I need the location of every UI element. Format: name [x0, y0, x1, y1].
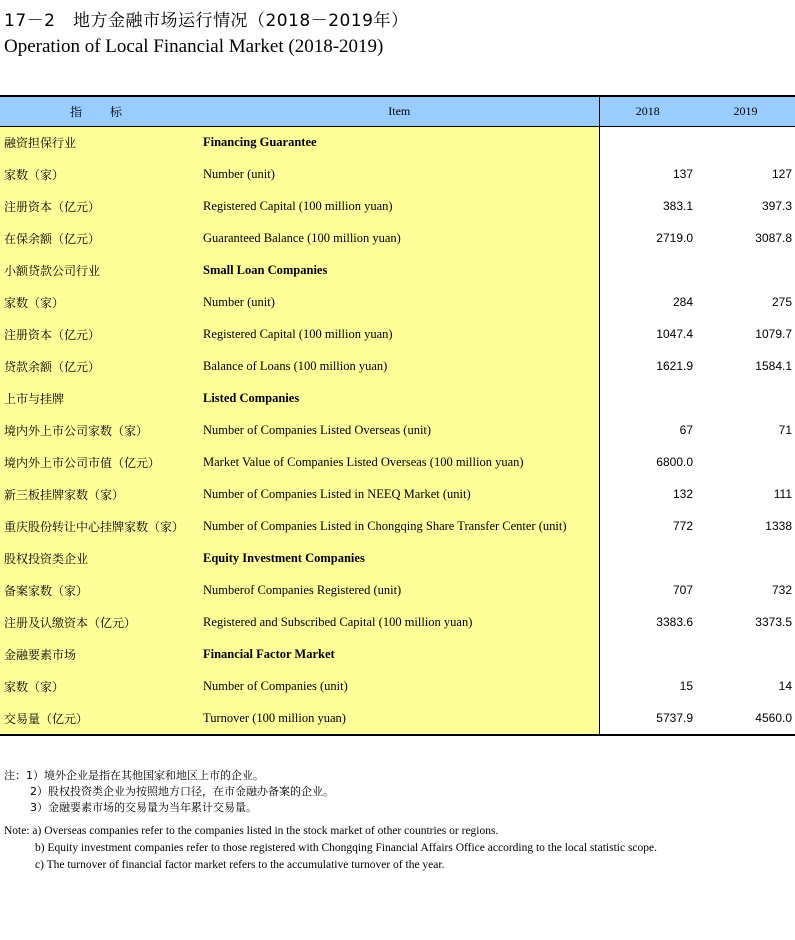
note-en-c: c) The turnover of financial factor market refers to the accumulative turnover of the year. [35, 859, 445, 871]
row-label-en: Number of Companies Listed in Chongqing Share Transfer Center (unit) [200, 510, 599, 542]
value-2018: 2719.0 [599, 222, 696, 254]
value-2019: 71 [778, 423, 792, 437]
section-row [0, 254, 795, 286]
row-label-en: Financial Factor Market [200, 638, 599, 670]
section-row [0, 542, 795, 574]
row-label-cn: 贷款余额（亿元） [0, 350, 200, 382]
value-2019: 127 [771, 167, 792, 181]
row-label-en: Listed Companies [200, 382, 599, 414]
value-2018: 772 [599, 510, 696, 542]
table-row [0, 190, 795, 222]
page-title-english: Operation of Local Financial Market (2018-2019) [4, 36, 384, 57]
table-row [0, 702, 795, 735]
note-en-b: b) Equity investment companies refer to those registered with Chongqing Financial Affairs Office according to the local statistic scope. [35, 842, 658, 854]
row-label-en: Balance of Loans (100 million yuan) [200, 350, 599, 382]
value-2018 [599, 254, 696, 286]
value-2019 [696, 254, 795, 286]
value-2018: 284 [599, 286, 696, 318]
value-2018 [599, 542, 696, 574]
row-label-cn: 注册资本（亿元） [0, 190, 200, 222]
value-2019: 14 [778, 679, 792, 693]
table-row [0, 286, 795, 318]
header-year-2019: 2019 [696, 96, 795, 127]
row-label-en: Equity Investment Companies [200, 542, 599, 574]
note-cn-3: 3）金融要素市场的交易量为当年累计交易量。 [30, 801, 257, 814]
row-label-en: Number of Companies Listed in NEEQ Market (unit) [200, 478, 599, 510]
row-label-cn: 家数（家） [0, 158, 200, 190]
value-2018: 1047.4 [599, 318, 696, 350]
value-2019 [696, 542, 795, 574]
value-2019: 4560.0 [696, 702, 795, 735]
financial-market-table [0, 95, 795, 736]
row-label-cn: 在保余额（亿元） [0, 222, 200, 254]
row-label-en: Number of Companies (unit) [200, 670, 599, 702]
value-2018: 5737.9 [599, 702, 696, 735]
value-2019: 3087.8 [755, 231, 792, 245]
header-indicator-cn: 指 标 [0, 96, 200, 127]
value-2019: 3373.5 [755, 615, 792, 629]
note-en-a: Note: a) Overseas companies refer to the companies listed in the stock market of other countries or regions. [4, 825, 499, 837]
row-label-en: Turnover (100 million yuan) [200, 702, 599, 735]
value-2019: 1079.7 [755, 327, 792, 341]
value-2018: 15 [599, 670, 696, 702]
row-label-en: Market Value of Companies Listed Overseas (100 million yuan) [200, 446, 599, 478]
section-row [0, 382, 795, 414]
footnotes [4, 768, 657, 874]
table-row [0, 574, 795, 606]
value-2019: 111 [773, 487, 792, 501]
table-row [0, 158, 795, 190]
row-label-cn: 备案家数（家） [0, 574, 200, 606]
value-2019 [696, 638, 795, 670]
value-2018: 707 [599, 574, 696, 606]
value-2019: 1338 [765, 519, 792, 533]
table-row [0, 446, 795, 478]
row-label-cn: 交易量（亿元） [0, 702, 200, 735]
value-2018: 3383.6 [599, 606, 696, 638]
row-label-cn: 小额贷款公司行业 [0, 254, 200, 286]
row-label-cn: 家数（家） [0, 670, 200, 702]
value-2019: 275 [771, 295, 792, 309]
row-label-en: Numberof Companies Registered (unit) [200, 574, 599, 606]
table-body [0, 127, 795, 736]
value-2019: 732 [771, 583, 792, 597]
row-label-en: Registered Capital (100 million yuan) [200, 318, 599, 350]
note-cn-2: 2）股权投资类企业为按照地方口径，在市金融办备案的企业。 [30, 785, 334, 798]
row-label-en: Number of Companies Listed Overseas (unit) [200, 414, 599, 446]
table-header-row [0, 96, 795, 127]
value-2018: 6800.0 [599, 446, 696, 478]
value-2018 [599, 382, 696, 414]
page-title-chinese: 17－2 地方金融市场运行情况（2018－2019年） [4, 11, 409, 31]
note-cn-1: 注：1）境外企业是指在其他国家和地区上市的企业。 [4, 769, 264, 782]
row-label-en: Number (unit) [200, 286, 599, 318]
value-2019 [696, 382, 795, 414]
row-label-en: Guaranteed Balance (100 million yuan) [200, 222, 599, 254]
table-row [0, 350, 795, 382]
header-item-en: Item [200, 96, 599, 127]
value-2019: 397.3 [761, 199, 792, 213]
row-label-cn: 家数（家） [0, 286, 200, 318]
value-2019: 1584.1 [755, 359, 792, 373]
row-label-cn: 重庆股份转让中心挂牌家数（家） [0, 510, 200, 542]
section-row [0, 638, 795, 670]
row-label-cn: 上市与挂牌 [0, 382, 200, 414]
row-label-en: Registered Capital (100 million yuan) [200, 190, 599, 222]
row-label-en: Financing Guarantee [200, 127, 599, 159]
row-label-cn: 境内外上市公司家数（家） [0, 414, 200, 446]
value-2019 [696, 127, 795, 159]
table-row [0, 510, 795, 542]
value-2018: 67 [599, 414, 696, 446]
row-label-cn: 金融要素市场 [0, 638, 200, 670]
row-label-cn: 境内外上市公司市值（亿元） [0, 446, 200, 478]
row-label-en: Number (unit) [200, 158, 599, 190]
row-label-en: Small Loan Companies [200, 254, 599, 286]
header-year-2018: 2018 [599, 96, 696, 127]
section-row [0, 127, 795, 159]
value-2018: 383.1 [599, 190, 696, 222]
row-label-en: Registered and Subscribed Capital (100 million yuan) [200, 606, 599, 638]
table-row [0, 222, 795, 254]
row-label-cn: 注册资本（亿元） [0, 318, 200, 350]
row-label-cn: 融资担保行业 [0, 127, 200, 159]
value-2018 [599, 638, 696, 670]
table-row [0, 478, 795, 510]
value-2018: 132 [599, 478, 696, 510]
value-2018: 137 [599, 158, 696, 190]
table-row [0, 606, 795, 638]
value-2018 [599, 127, 696, 159]
table-row [0, 318, 795, 350]
value-2018: 1621.9 [599, 350, 696, 382]
row-label-cn: 新三板挂牌家数（家） [0, 478, 200, 510]
row-label-cn: 注册及认缴资本（亿元） [0, 606, 200, 638]
value-2019 [696, 446, 795, 478]
table-row [0, 670, 795, 702]
table-row [0, 414, 795, 446]
row-label-cn: 股权投资类企业 [0, 542, 200, 574]
